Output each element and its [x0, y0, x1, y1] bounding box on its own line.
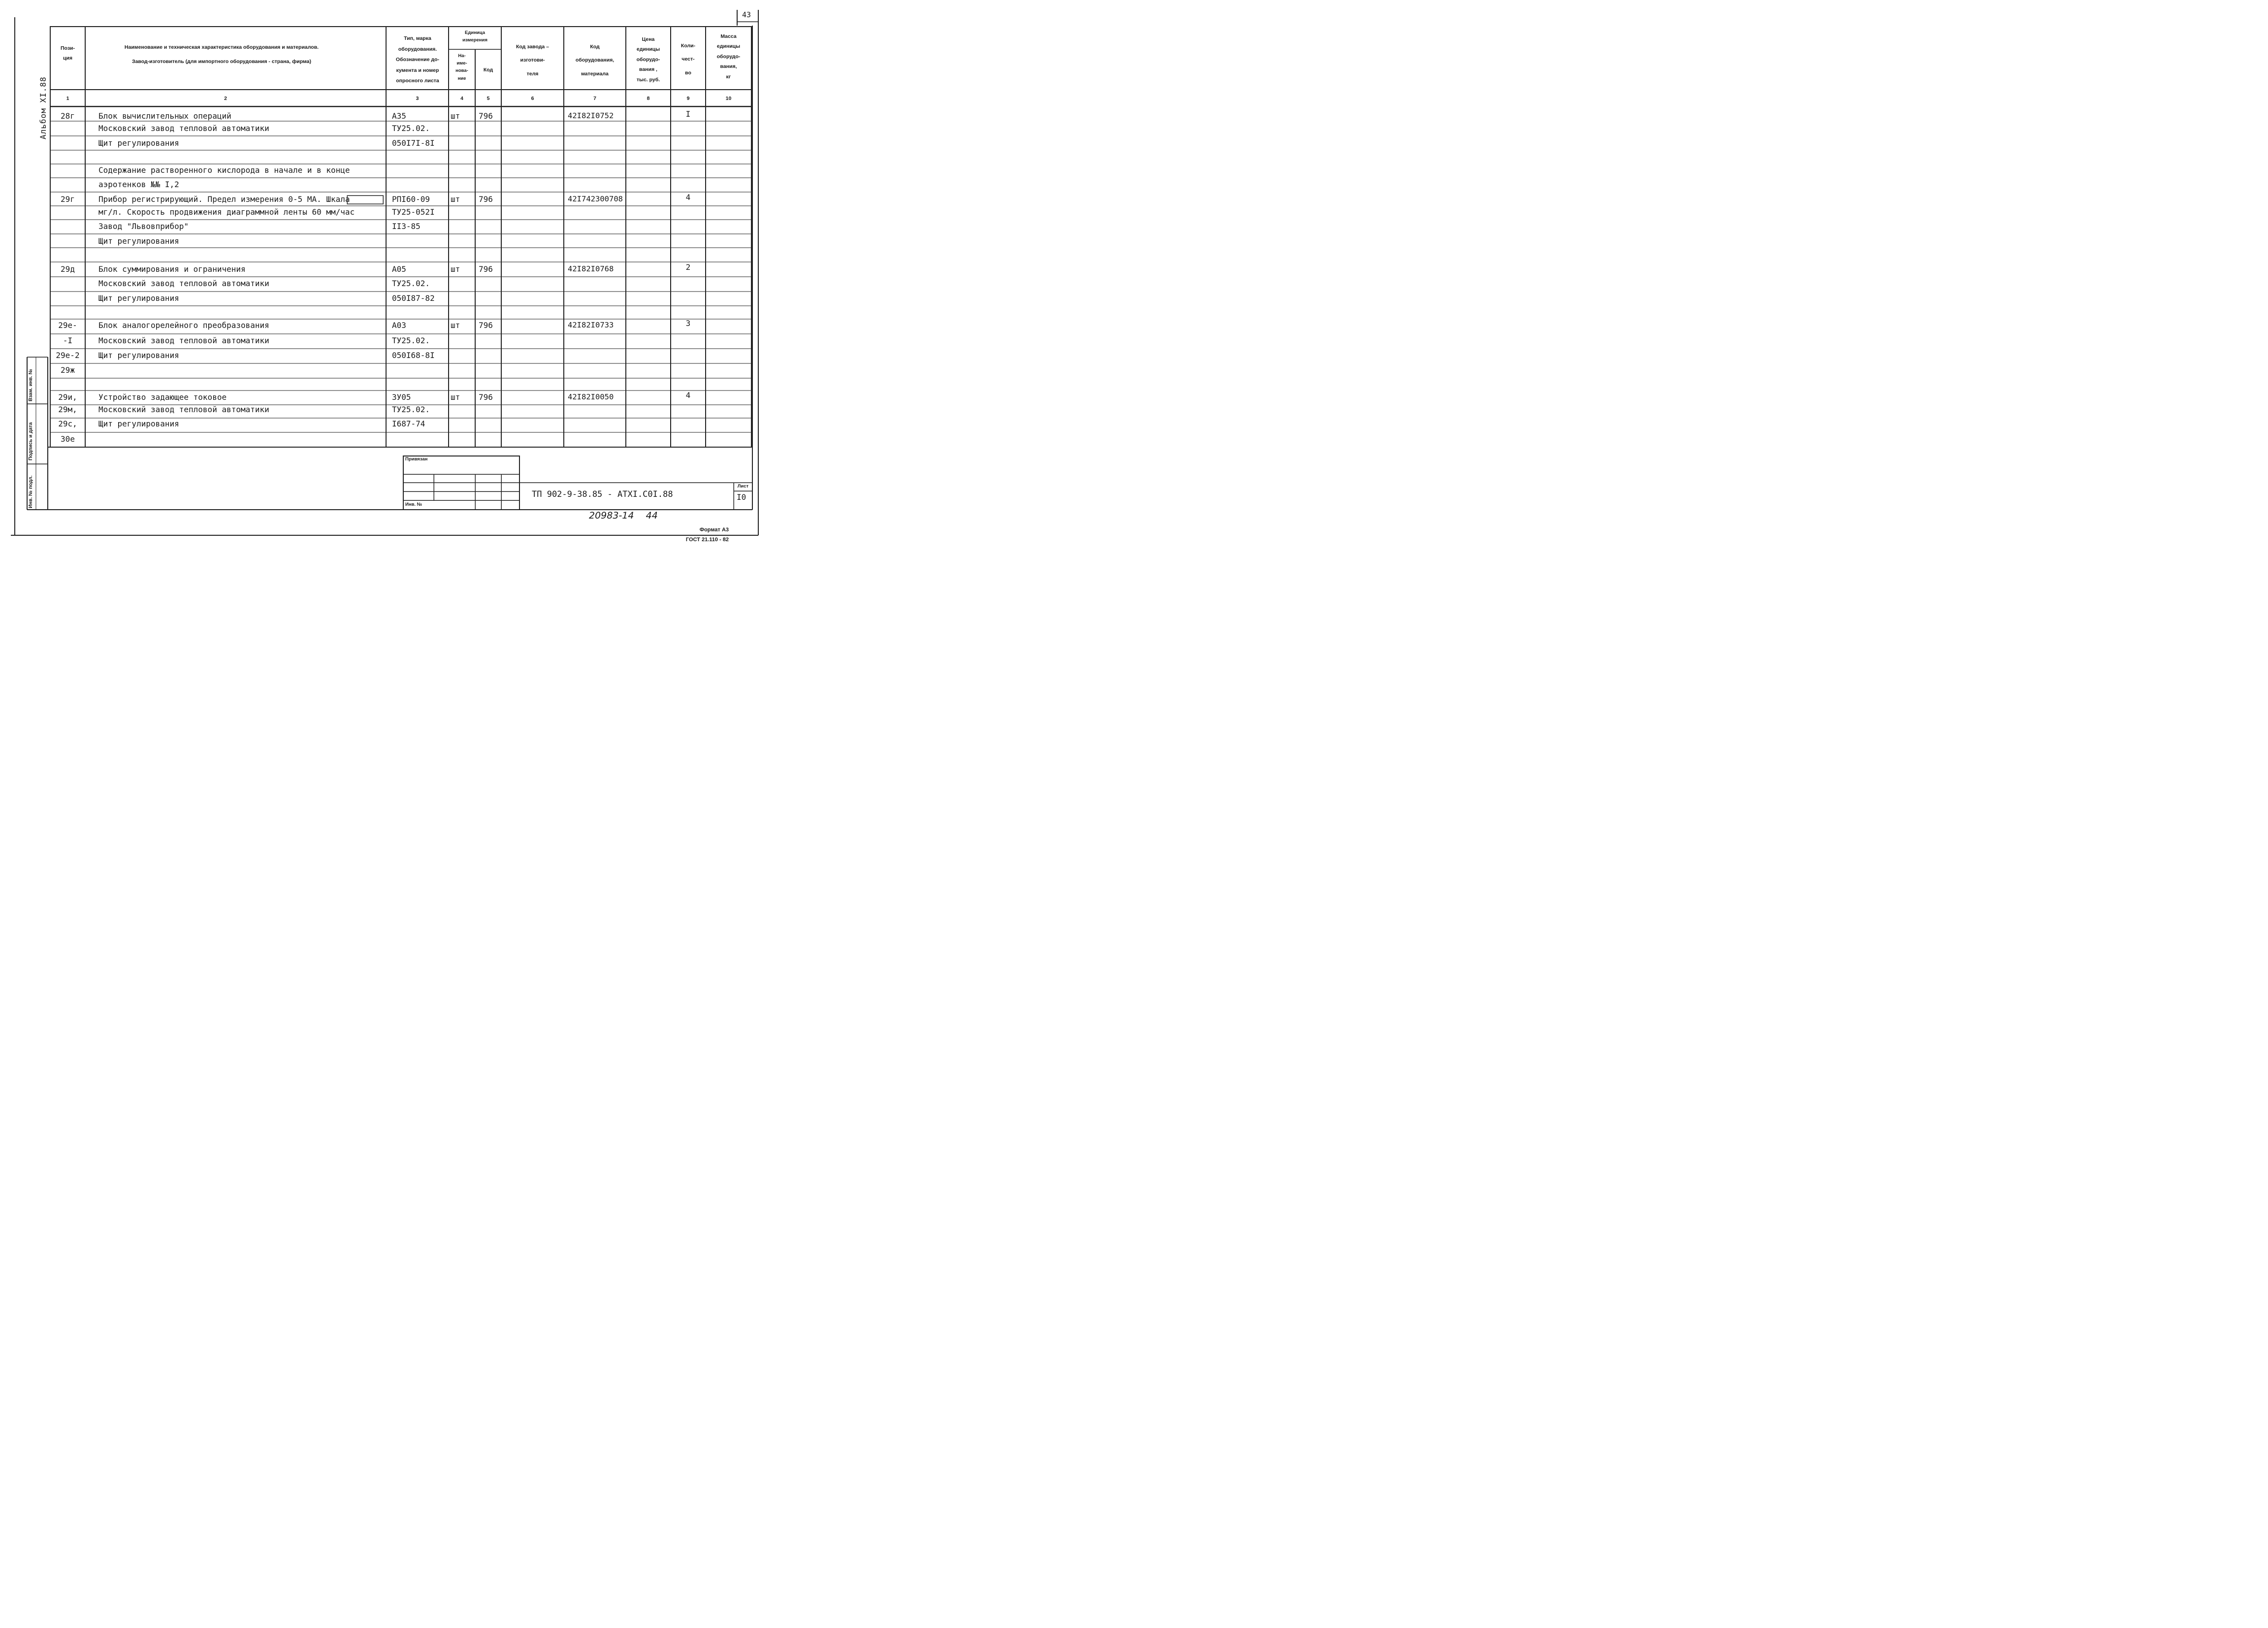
inv-no-label: Инв. № — [405, 502, 422, 507]
row-type: ЗУ05 — [392, 392, 411, 402]
column-number: 6 — [531, 96, 534, 101]
gost-note: ГОСТ 21.110 - 82 — [685, 537, 729, 543]
row-quantity: 4 — [685, 391, 691, 400]
row-equipment-code: 42I82I0752 — [568, 111, 614, 120]
row-equipment-code: 42I742300708 — [568, 195, 623, 203]
row-type: РПI60-09 — [392, 195, 430, 204]
row-name: Щит регулирования — [98, 351, 179, 360]
header-type: Тип, марка оборудования. Обозначение до- кумента и номер опросного листа — [395, 35, 440, 84]
row-position: 29г — [61, 195, 75, 204]
row-unit: шт — [451, 111, 460, 121]
row-type: А35 — [392, 111, 406, 121]
column-number: 3 — [416, 96, 419, 101]
row-unit: шт — [451, 195, 460, 204]
row-type: ТУ25.02. — [392, 336, 430, 345]
row-position: 29м, — [58, 405, 77, 414]
row-type: II3-85 — [392, 222, 421, 231]
row-name: Московский завод тепловой автоматики — [98, 336, 269, 345]
row-position: 28г — [61, 111, 75, 121]
row-type: 050I7I-8I — [392, 138, 435, 148]
row-name: Блок аналогорелейного преобразования — [98, 321, 269, 330]
format-note: Формат А3 — [699, 527, 729, 533]
row-position: 29с, — [58, 419, 77, 428]
row-name: Щит регулирования — [98, 138, 179, 148]
row-position: 29д — [61, 264, 75, 274]
privyazan-label: Привязан — [405, 456, 428, 462]
header-factory-code: Код завода – изготови- теля — [516, 44, 550, 77]
row-position: -I — [63, 336, 73, 345]
row-name: Завод "Львовприбор" — [98, 222, 189, 231]
row-type: А03 — [392, 321, 406, 330]
row-name: Московский завод тепловой автоматики — [98, 405, 269, 414]
row-unit: шт — [451, 392, 460, 402]
column-number: 9 — [686, 96, 690, 101]
header-price: Цена единицы оборудо- вания , тыс. руб. — [636, 36, 660, 83]
column-number: 8 — [647, 96, 650, 101]
row-equipment-code: 42I82I0050 — [568, 392, 614, 401]
row-name: Московский завод тепловой автоматики — [98, 279, 269, 288]
row-position: 29и, — [58, 392, 77, 402]
header-unit-code: Код — [483, 67, 493, 73]
row-unit: шт — [451, 264, 460, 274]
row-equipment-code: 42I82I0733 — [568, 321, 614, 329]
row-equipment-code: 42I82I0768 — [568, 264, 614, 273]
header-equipment-code: Код оборудования, материала — [575, 44, 615, 77]
header-quantity: Коли- чест- во — [680, 43, 696, 76]
row-quantity: 2 — [685, 262, 691, 272]
row-type: I687-74 — [392, 419, 425, 428]
header-position: Пози- ция — [61, 45, 75, 62]
document-designation: ТП 902-9-38.85 - АТXI.С0I.88 — [532, 489, 673, 499]
row-quantity: I — [685, 109, 691, 119]
page-number: 43 — [742, 10, 751, 19]
handwritten-number: 20983-14 44 — [589, 510, 658, 521]
stamp-signature-date: Подпись и дата — [28, 422, 33, 460]
row-position: 30е — [61, 434, 75, 444]
row-name: аэротенков №№ I,2 — [98, 180, 179, 189]
header-unit-name: На- име- нова- ние — [455, 53, 468, 81]
album-label: Альбом XI.88 — [38, 76, 48, 139]
column-number: 4 — [460, 96, 463, 101]
header-mass: Масса единицы оборудо- вания, кг — [716, 33, 741, 80]
row-type: ТУ25.02. — [392, 124, 430, 133]
column-number: 10 — [725, 96, 732, 101]
column-number: 7 — [593, 96, 596, 101]
row-position: 29е- — [58, 321, 77, 330]
row-quantity: 3 — [685, 319, 691, 328]
row-name: Прибор регистрирующий. Предел измерения 0-5 МА. Шкала — [98, 195, 350, 204]
row-quantity: 4 — [685, 193, 691, 202]
row-name: Блок суммирования и ограничения — [98, 264, 246, 274]
row-type: 050I68-8I — [392, 351, 435, 360]
sheet-number: I0 — [737, 492, 746, 502]
row-unit: шт — [451, 321, 460, 330]
row-type: ТУ25.02. — [392, 405, 430, 414]
row-position: 29ж — [61, 365, 75, 375]
stamp-replaced-inv: Взам. инв. № — [28, 369, 33, 401]
row-unit-code: 796 — [479, 195, 493, 204]
row-name: Московский завод тепловой автоматики — [98, 124, 269, 133]
header-name: Наименование и техническая характеристика оборудования и материалов. Завод-изготовитель (для импортного оборудования - страна, фирма) — [124, 44, 319, 65]
row-name: мг/л. Скорость продвижения диаграммной ленты 60 мм/час — [98, 207, 355, 217]
row-type: ТУ25.02. — [392, 279, 430, 288]
row-name: Содержание растворенного кислорода в начале и в конце — [98, 165, 350, 175]
row-name: Щит регулирования — [98, 419, 179, 428]
row-type: ТУ25-052I — [392, 207, 435, 217]
column-number: 5 — [486, 96, 490, 101]
row-name: Щит регулирования — [98, 293, 179, 303]
row-name: Щит регулирования — [98, 236, 179, 246]
column-number: 1 — [66, 96, 69, 101]
row-unit-code: 796 — [479, 321, 493, 330]
header-unit-group: Единица измерения — [462, 30, 487, 43]
row-position: 29е-2 — [56, 351, 80, 360]
row-unit-code: 796 — [479, 111, 493, 121]
row-unit-code: 796 — [479, 264, 493, 274]
column-number: 2 — [224, 96, 227, 101]
row-name: Блок вычислительных операций — [98, 111, 231, 121]
row-name: Устройство задающее токовое — [98, 392, 227, 402]
row-unit-code: 796 — [479, 392, 493, 402]
stamp-inv-no: Инв. № подл. — [28, 475, 33, 508]
row-type: А05 — [392, 264, 406, 274]
row-type: 050I87-82 — [392, 293, 435, 303]
sheet-label: Лист — [737, 484, 749, 489]
